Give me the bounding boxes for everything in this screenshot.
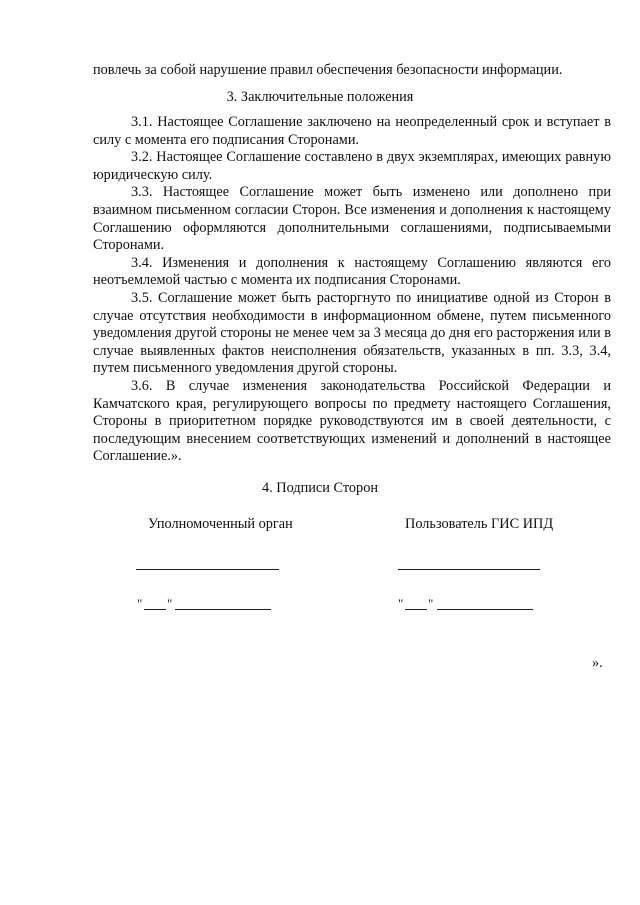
clause-3-3: 3.3. Настоящее Соглашение может быть изменено или дополнено при взаимном письменном согласии Сторон. Все изменения и дополнения к настоящему Соглашению оформляются дополнительными соглашениями, подписываемыми Сторонами.: [93, 184, 611, 254]
section-4-title: 4. Подписи Сторон: [261, 480, 378, 496]
clause-3-4: 3.4. Изменения и дополнения к настоящему Соглашению являются его неотъемлемой частью с момента их подписания Сторонами.: [93, 254, 611, 289]
date-quote-open-right: ": [398, 596, 404, 611]
date-quote-open-left: ": [137, 596, 143, 611]
signature-line-right[interactable]: [398, 569, 540, 570]
section-3-body: [93, 114, 611, 466]
signature-line-left[interactable]: [136, 569, 279, 570]
date-month-line-right[interactable]: [437, 609, 533, 610]
party-right-label: Пользователь ГИС ИПД: [405, 516, 554, 532]
clause-3-6: 3.6. В случае изменения законодательства Российской Федерации и Камчатского края, регулирующего вопросы по предмету настоящего Соглашения, Стороны в приоритетном порядке руководствуются им в своей деятельности, с последующим внесением соответствующих изменений и дополнений в настоящее Соглашение.».: [93, 377, 611, 465]
clause-3-2: 3.2. Настоящее Соглашение составлено в двух экземплярах, имеющих равную юридическую силу.: [93, 149, 611, 183]
closing-mark: ».: [592, 655, 603, 671]
clause-3-1: 3.1. Настоящее Соглашение заключено на неопределенный срок и вступает в силу с момента его подписания Сторонами.: [93, 114, 611, 148]
section-3-title: 3. Заключительные положения: [226, 89, 414, 105]
date-month-line-left[interactable]: [175, 609, 271, 610]
party-left-label: Уполномоченный орган: [148, 516, 293, 532]
date-day-line-right[interactable]: [405, 609, 427, 610]
continuation-line: повлечь за собой нарушение правил обеспечения безопасности информации.: [93, 62, 563, 78]
continuation-text: [93, 62, 611, 80]
date-day-line-left[interactable]: [144, 609, 166, 610]
date-quote-close-left: ": [167, 596, 173, 611]
clause-3-5: 3.5. Соглашение может быть расторгнуто по инициативе одной из Сторон в случае отсутствия необходимости в информационном обмене, путем письменного уведомления другой стороны не менее чем за 3 месяца до дня его расторжения или в случае выявленных фактов неисполнения обязательств, указанных в пп. 3.3, 3.4, путем письменного уведомления другой стороны.: [93, 289, 611, 377]
date-quote-close-right: ": [428, 596, 434, 611]
